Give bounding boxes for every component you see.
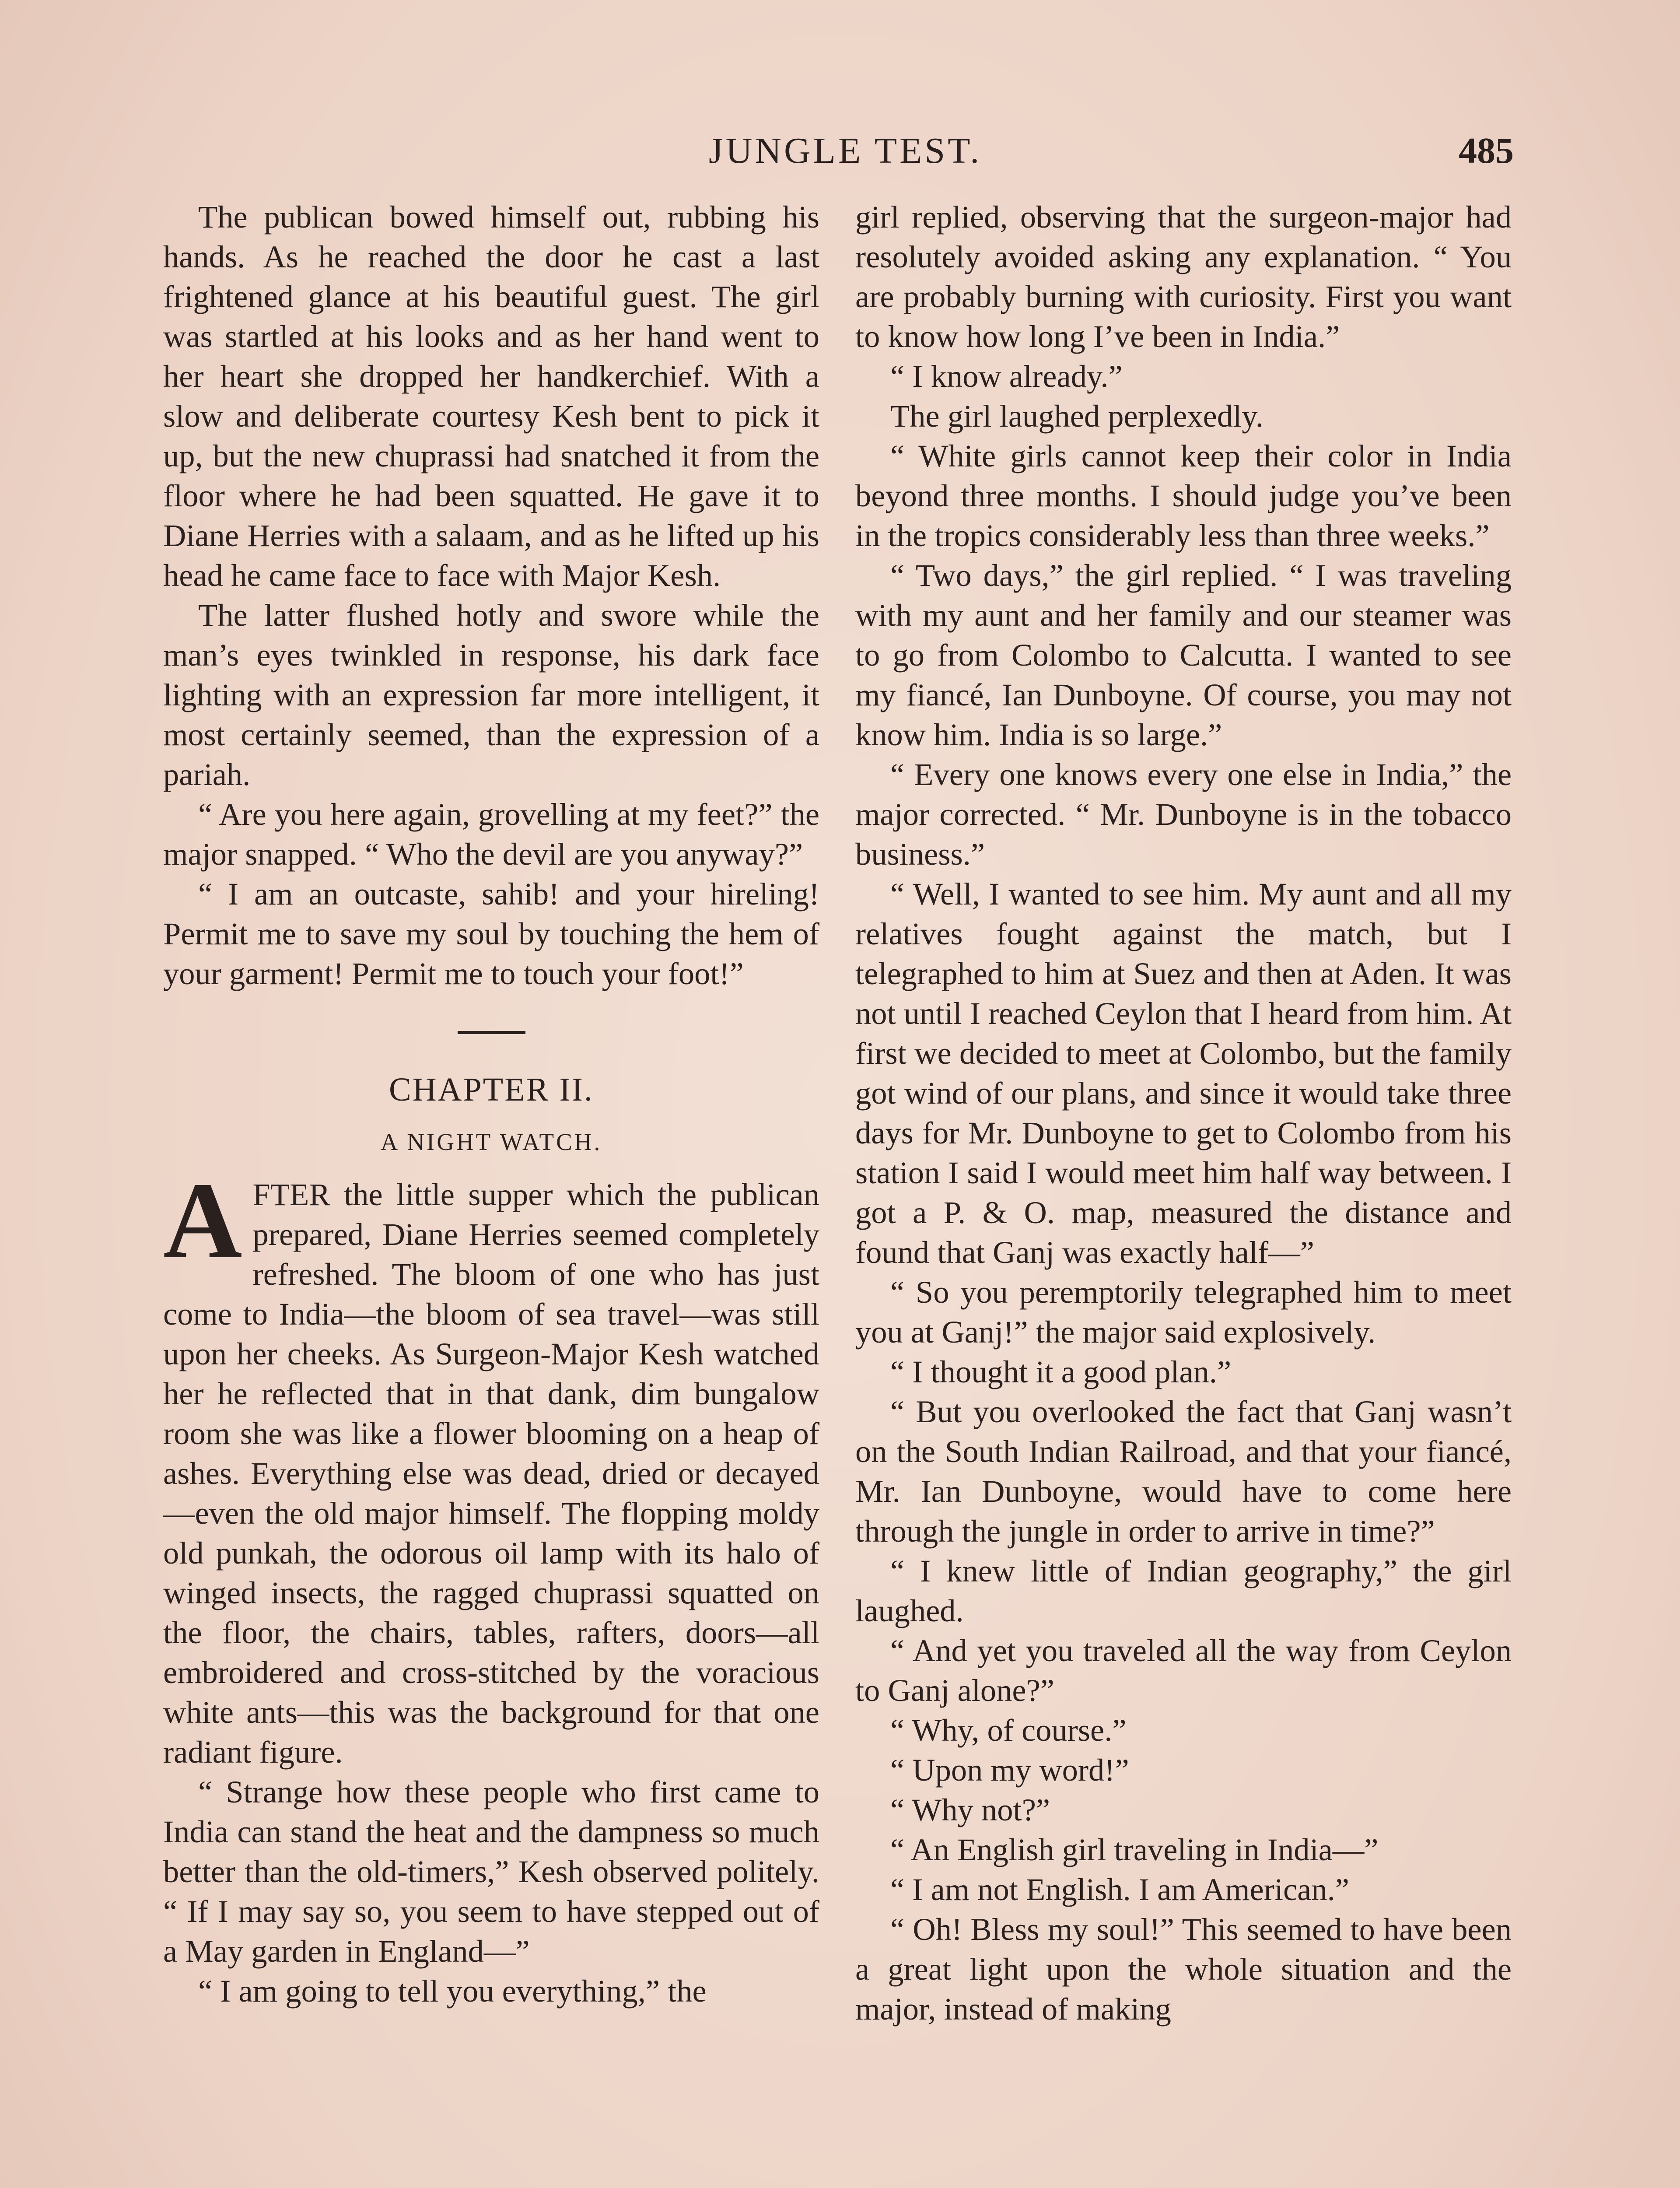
page-number: 485 — [1459, 130, 1514, 171]
paragraph: “ Why, of course.” — [890, 1712, 1127, 1748]
paragraph: “ White girls cannot keep their color in India beyond three months. I should judge you’ve been in the tropics considerably less than three weeks.” — [855, 438, 1512, 553]
chapter-opening-paragraph — [163, 1160, 819, 1772]
paragraph: “ Upon my word!” — [890, 1752, 1129, 1788]
paragraph: “ I know already.” — [890, 358, 1123, 394]
page-header — [656, 130, 1514, 178]
paragraph: “ I am going to tell you everything,” the — [198, 1973, 707, 2009]
paragraph: “ Are you here again, grovelling at my feet?” the major snapped. “ Who the devil are you anyway?” — [163, 796, 819, 872]
paragraph: “ I am an outcaste, sahib! and your hireling! Permit me to save my soul by touching the hem of your garment! Permit me to touch your foot!” — [163, 876, 819, 991]
paragraph: “ Oh! Bless my soul!” This seemed to have been a great light upon the whole situation and the major, instead of making — [855, 1911, 1512, 2027]
paragraph: “ I thought it a good plan.” — [890, 1354, 1232, 1389]
left-column — [163, 197, 819, 2011]
paragraph-text: FTER the little supper which the publican prepared, Diane Herries seemed completely refreshed. The bloom of one who has just come to India—the bloom of sea travel—was still upon her cheeks. As Surgeon-Major Kesh watched her he reflected that in that dank, dim bungalow room she was like a flower blooming on a heap of ashes. Everything else was dead, dried or decayed—even the old major himself. The flopping moldy old punkah, the odorous oil lamp with its halo of winged insects, the ragged chuprassi squatted on the floor, the chairs, tables, rafters, doors—all embroidered and cross-stitched by the voracious white ants—this was the background for that one radiant figure. — [163, 1177, 819, 1770]
paragraph: girl replied, observing that the surgeon-major had resolutely avoided asking any explanation. “ You are probably burning with curiosity. First you want to know how long I’ve been in India.” — [855, 199, 1512, 354]
drop-cap: A — [163, 1160, 242, 1281]
paragraph: “ So you peremptorily telegraphed him to meet you at Ganj!” the major said explosively. — [855, 1274, 1512, 1350]
paragraph: “ I am not English. I am American.” — [890, 1872, 1349, 1907]
right-column — [855, 197, 1512, 2029]
chapter-title: CHAPTER II. — [389, 1071, 594, 1108]
chapter-subtitle: A NIGHT WATCH. — [380, 1129, 602, 1155]
paragraph: “ Every one knows every one else in India,” the major corrected. “ Mr. Dunboyne is in the tobacco business.” — [855, 757, 1512, 872]
paragraph: “ But you overlooked the fact that Ganj wasn’t on the South Indian Railroad, and that your fiancé, Mr. Ian Dunboyne, would have to come here through the jungle in order to arrive in time?” — [855, 1394, 1512, 1549]
paragraph: “ Two days,” the girl replied. “ I was traveling with my aunt and her family and our steamer was to go from Colombo to Calcutta. I wanted to see my fiancé, Ian Dunboyne. Of course, you may not know him. India is so large.” — [855, 558, 1512, 752]
paragraph: The girl laughed perplexedly. — [890, 398, 1264, 434]
paragraph: “ Why not?” — [890, 1792, 1050, 1827]
paragraph: “ Strange how these people who first came to India can stand the heat and the dampness so much better than the old-timers,” Kesh observed politely. “ If I may say so, you seem to have stepped out of a May garden in England—” — [163, 1774, 819, 1969]
paragraph: “ I knew little of Indian geography,” the girl laughed. — [855, 1553, 1512, 1628]
paragraph: The publican bowed himself out, rubbing his hands. As he reached the door he cast a last frightened glance at his beautiful guest. The girl was startled at his looks and as her hand went to her heart she dropped her handkerchief. With a slow and deliberate courtesy Kesh bent to pick it up, but the new chuprassi had snatched it from the floor where he had been squatted. He gave it to Diane Herries with a salaam, and as he lifted up his head he came face to face with Major Kesh. — [163, 199, 819, 593]
section-divider — [458, 1031, 525, 1034]
paragraph: “ Well, I wanted to see him. My aunt and all my relatives fought against the match, but I telegraphed to him at Suez and then at Aden. It was not until I reached Ceylon that I heard from him. At first we decided to meet at Colombo, but the family got wind of our plans, and since it would take three days for Mr. Dunboyne to get to Colombo from his station I said I would meet him half way between. I got a P. & O. map, measured the distance and found that Ganj was exactly half—” — [855, 876, 1512, 1270]
paragraph: The latter flushed hotly and swore while the man’s eyes twinkled in response, his dark face lighting with an expression far more intelligent, it most certainly seemed, than the expression of a pariah. — [163, 597, 819, 792]
running-head: JUNGLE TEST. — [709, 130, 982, 171]
paragraph: “ An English girl traveling in India—” — [890, 1832, 1379, 1867]
paragraph: “ And yet you traveled all the way from Ceylon to Ganj alone?” — [855, 1633, 1512, 1708]
